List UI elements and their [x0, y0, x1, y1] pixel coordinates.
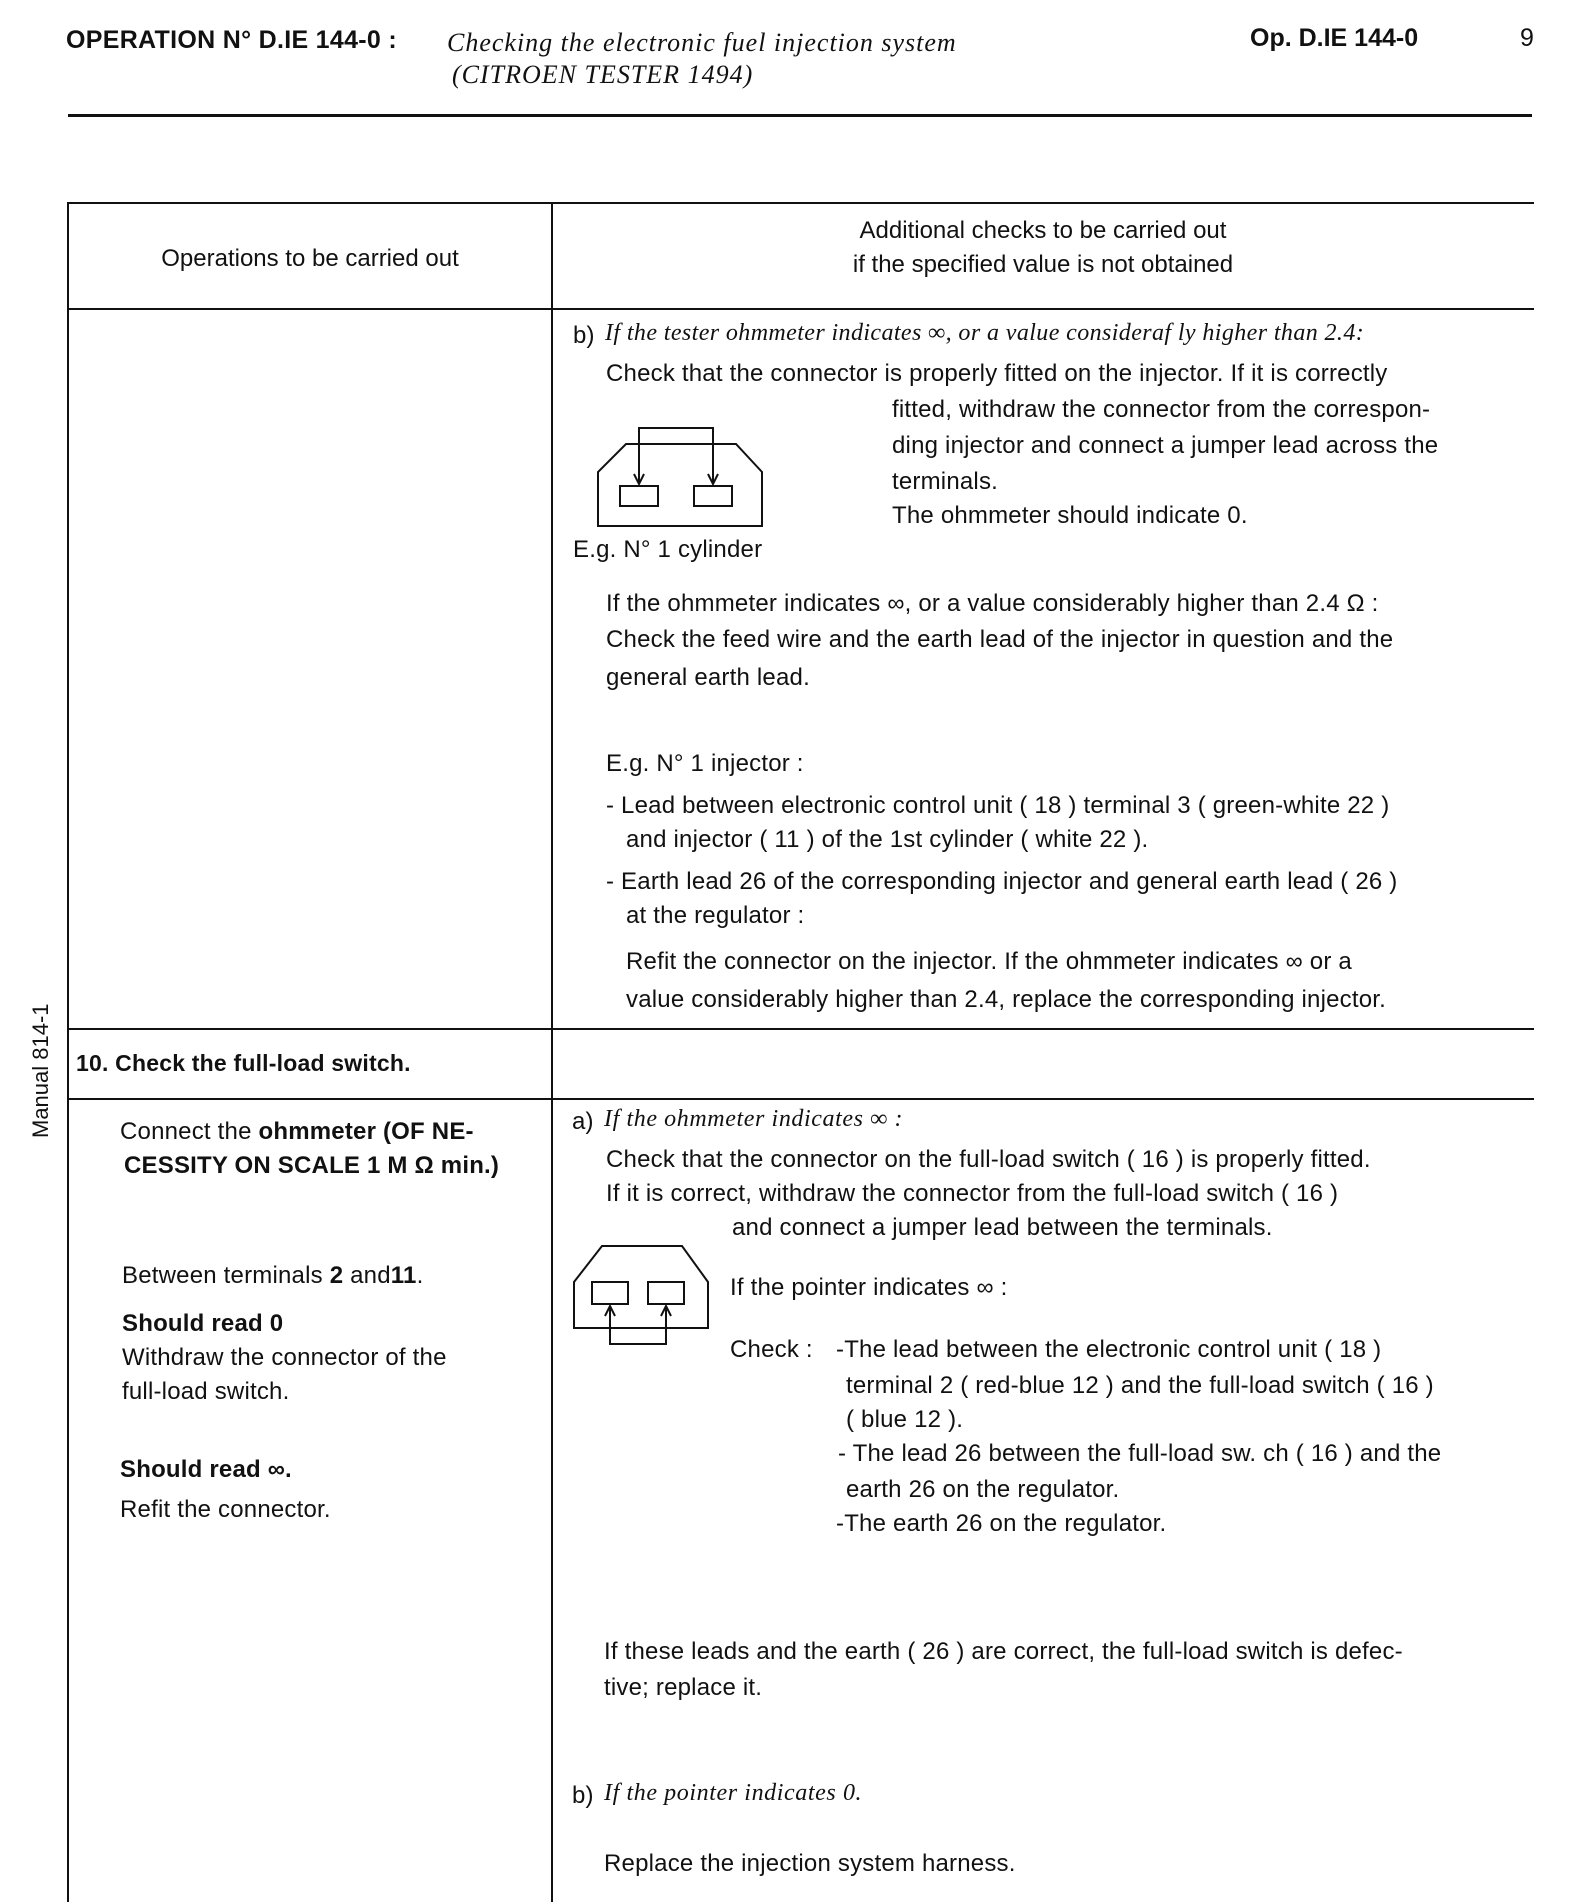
- section-b2-label: b): [572, 1782, 594, 1809]
- lead1-line2: and injector ( 11 ) of the 1st cylinder ( white 22 ).: [626, 826, 1149, 853]
- withdraw-line1: Withdraw the connector of the: [122, 1344, 447, 1371]
- page-number: 9: [1520, 24, 1534, 52]
- check1-line1: -The lead between the electronic control unit ( 18 ): [836, 1336, 1382, 1363]
- column-divider: [551, 202, 553, 1902]
- row-divider-1: [68, 1028, 1534, 1030]
- section-b-eg: E.g. N° 1 injector :: [606, 750, 804, 777]
- header-rule: [68, 114, 1532, 117]
- section-b-p2-line1: If the ohmmeter indicates ∞, or a value considerably higher than 2.4 Ω :: [606, 590, 1379, 617]
- refit-connector: Refit the connector.: [120, 1496, 331, 1523]
- column-header-left: Operations to be carried out: [161, 245, 459, 272]
- operation-ref: Op. D.IE 144-0: [1250, 24, 1419, 52]
- check2-line1: - The lead 26 between the full-load sw. ch ( 16 ) and the: [838, 1440, 1442, 1467]
- section-b-line2: fitted, withdraw the connector from the correspon-: [892, 396, 1431, 423]
- section-a-heading: If the ohmmeter indicates ∞ :: [604, 1106, 904, 1132]
- section-b-line1: Check that the connector is properly fitted on the injector. If it is correctly: [606, 360, 1388, 387]
- conclusion-line2: tive; replace it.: [604, 1674, 763, 1701]
- section-b-line4: terminals.: [892, 468, 999, 495]
- section-a-line1: Check that the connector on the full-load switch ( 16 ) is properly fitted.: [606, 1146, 1371, 1173]
- injector-connector-diagram: [590, 420, 770, 530]
- connect-line2: CESSITY ON SCALE 1 M Ω min.): [124, 1152, 500, 1179]
- section-b-line3: ding injector and connect a jumper lead across the: [892, 432, 1439, 459]
- full-load-switch-connector-diagram: [570, 1240, 710, 1350]
- replace-harness: Replace the injection system harness.: [604, 1850, 1016, 1877]
- check-label: Check :: [730, 1336, 813, 1363]
- lead2-line2: at the regulator :: [626, 902, 805, 929]
- section-a-label: a): [572, 1108, 594, 1135]
- connect-prefix: Connect the: [120, 1118, 259, 1145]
- check1-line2: terminal 2 ( red-blue 12 ) and the full-load switch ( 16 ): [846, 1372, 1434, 1399]
- section-a-line2: If it is correct, withdraw the connector from the full-load switch ( 16 ): [606, 1180, 1339, 1207]
- section-b-p2-line2: Check the feed wire and the earth lead of the injector in question and the: [606, 626, 1394, 653]
- withdraw-line2: full-load switch.: [122, 1378, 290, 1405]
- operation-title: OPERATION N° D.IE 144-0 :: [66, 26, 397, 54]
- column-header-right-2: if the specified value is not obtained: [852, 251, 1234, 278]
- diagram-caption-cylinder: E.g. N° 1 cylinder: [573, 536, 763, 563]
- terminal-11: 11: [390, 1262, 417, 1289]
- between-terminals: [122, 1262, 423, 1290]
- should-read-infinity: Should read ∞.: [120, 1456, 292, 1483]
- check3: -The earth 26 on the regulator.: [836, 1510, 1167, 1537]
- lead2-line1: - Earth lead 26 of the corresponding injector and general earth lead ( 26 ): [606, 868, 1398, 895]
- column-header-right-1: Additional checks to be carried out: [859, 217, 1227, 244]
- lead1-line1: - Lead between electronic control unit ( 18 ) terminal 3 ( green-white 22 ): [606, 792, 1390, 819]
- section-b-p2-line3: general earth lead.: [606, 664, 810, 691]
- manual-side-label: Manual 814-1: [28, 1003, 53, 1138]
- operation-subtitle-1: Checking the electronic fuel injection system: [447, 28, 957, 57]
- section-b2-heading: If the pointer indicates 0.: [604, 1780, 863, 1806]
- section-b-line5: The ohmmeter should indicate 0.: [892, 502, 1248, 529]
- operation-subtitle-2: (CITROEN TESTER 1494): [452, 60, 754, 89]
- table-left-border: [67, 202, 69, 1902]
- connect-line1: [120, 1118, 474, 1146]
- section-a-line3: and connect a jumper lead between the terminals.: [732, 1214, 1273, 1241]
- should-read-0: Should read 0: [122, 1310, 284, 1337]
- connect-bold1: ohmmeter (OF NE-: [258, 1118, 474, 1145]
- between-prefix: Between terminals: [122, 1262, 330, 1289]
- check2-line2: earth 26 on the regulator.: [846, 1476, 1120, 1503]
- pointer-infinity: If the pointer indicates ∞ :: [730, 1274, 1008, 1301]
- between-end: .: [416, 1262, 424, 1289]
- refit-line1: Refit the connector on the injector. If the ohmmeter indicates ∞ or a: [626, 948, 1352, 975]
- table-header-rule: [68, 308, 1534, 310]
- conclusion-line1: If these leads and the earth ( 26 ) are correct, the full-load switch is defec-: [604, 1638, 1403, 1665]
- row-divider-2: [68, 1098, 1534, 1100]
- refit-line2: value considerably higher than 2.4, replace the corresponding injector.: [626, 986, 1387, 1013]
- table-top-rule: [68, 202, 1534, 204]
- check1-line3: ( blue 12 ).: [846, 1406, 964, 1433]
- step-10-title: 10. Check the full-load switch.: [76, 1050, 411, 1076]
- between-mid: and: [343, 1262, 391, 1289]
- section-b-label: b): [573, 322, 595, 349]
- terminal-2: 2: [329, 1262, 344, 1289]
- section-b-heading: If the tester ohmmeter indicates ∞, or a value consideraf ly higher than 2.4:: [605, 320, 1365, 346]
